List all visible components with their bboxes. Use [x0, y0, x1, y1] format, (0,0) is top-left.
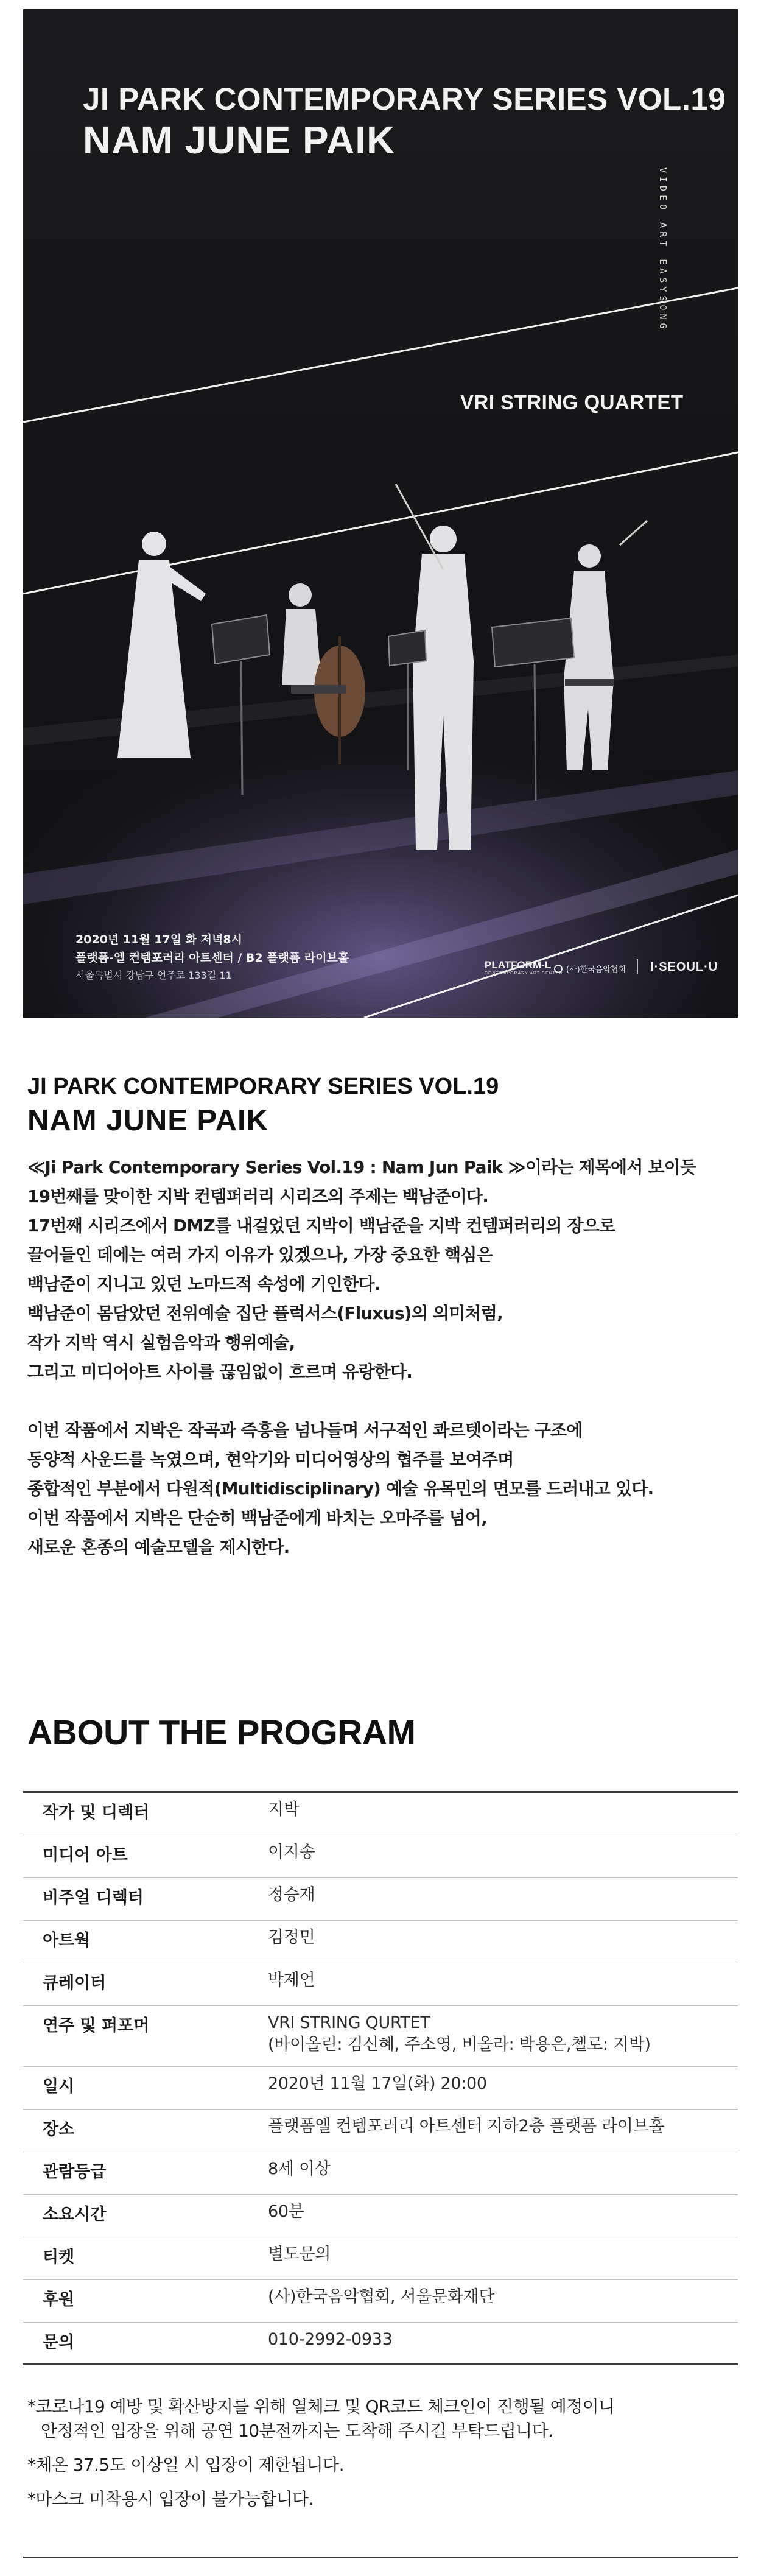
- row-label: 티켓: [43, 2248, 75, 2267]
- row-value: 이지송: [268, 1843, 315, 1862]
- table-row: [23, 2152, 738, 2195]
- intro-line: 그리고 미디어아트 사이를 끊임없이 흐르며 유랑한다.: [27, 1362, 413, 1382]
- intro-line: 종합적인 부분에서 다원적(Multidisciplinary) 예술 유목민의 면모를 드러내고 있다.: [27, 1479, 654, 1499]
- kma-emblem-icon: [554, 965, 563, 973]
- row-label: 아트웍: [43, 1931, 91, 1950]
- row-value: 별도문의: [268, 2245, 331, 2264]
- row-label: 작가 및 디렉터: [43, 1803, 150, 1822]
- table-row: [23, 1835, 738, 1878]
- poster-date: 2020년 11월 17일 화 저녁8시: [75, 933, 242, 946]
- row-value: 박제언: [268, 1971, 315, 1990]
- row-label: 큐레이터: [43, 1974, 107, 1993]
- program-info-table: [23, 1791, 738, 2365]
- platform-l-logo-sub: CONTEMPORARY ART CENTER: [485, 971, 563, 976]
- table-row: [23, 2067, 738, 2110]
- intro-line: 19번째를 맞이한 지박 컨템퍼러리 시리즈의 주제는 백남준이다.: [27, 1186, 489, 1206]
- intro-line: 새로운 혼종의 예술모델을 제시한다.: [27, 1537, 290, 1557]
- intro-line: 작가 지박 역시 실험음악과 행위예술,: [27, 1332, 295, 1353]
- notice-item: [27, 2395, 737, 2443]
- row-label: 관람등급: [43, 2163, 107, 2181]
- table-row: [23, 1921, 738, 1963]
- poster-series-title: JI PARK CONTEMPORARY SERIES VOL.19: [83, 82, 726, 116]
- kma-logo-text: (사)한국음악협회: [566, 965, 626, 974]
- notice-line: *코로나19 예방 및 확산방지를 위해 열체크 및 QR코드 체크인이 진행될 예정이니: [27, 2396, 615, 2416]
- poster-venue: 플랫폼-엘 컨템포러리 아트센터 / B2 플랫폼 라이브홀: [75, 951, 349, 965]
- about-program-heading: ABOUT THE PROGRAM: [27, 1713, 416, 1752]
- row-value: (사)한국음악협회, 서울문화재단: [268, 2287, 495, 2306]
- poster-address: 서울특별시 강남구 언주로 133길 11: [75, 970, 232, 981]
- row-label: 후원: [43, 2290, 75, 2309]
- intro-main-title: NAM JUNE PAIK: [27, 1104, 268, 1137]
- intro-line: 백남준이 몸담았던 전위예술 집단 플럭서스(Fluxus)의 의미처럼,: [27, 1303, 503, 1323]
- intro-description: [27, 1153, 734, 1562]
- notice-item: *마스크 미착용시 입장이 불가능합니다.: [27, 2489, 314, 2509]
- bottom-divider: [23, 2557, 738, 2558]
- i-seoul-u-logo: I·SEOUL·U: [650, 960, 718, 974]
- table-row: [23, 1793, 738, 1835]
- row-label: 미디어 아트: [43, 1846, 128, 1865]
- intro-series-title: JI PARK CONTEMPORARY SERIES VOL.19: [27, 1074, 499, 1099]
- row-value: 플랫폼엘 컨템포러리 아트센터 지하2층 플랫폼 라이브홀: [268, 2117, 665, 2136]
- logo-divider: [637, 959, 638, 974]
- poster-main-title: NAM JUNE PAIK: [83, 118, 396, 162]
- row-value: 60분: [268, 2202, 304, 2221]
- notice-item: *체온 37.5도 이상일 시 입장이 제한됩니다.: [27, 2455, 344, 2475]
- row-label: 문의: [43, 2333, 75, 2352]
- intro-line: ≪Ji Park Contemporary Series Vol.19 : Nam Jun Paik ≫이라는 제목에서 보이듯: [27, 1157, 696, 1177]
- row-label: 비주얼 디렉터: [43, 1888, 144, 1907]
- platform-l-logo: [485, 959, 563, 976]
- table-row: [23, 2110, 738, 2152]
- row-value: 2020년 11월 17일(화) 20:00: [268, 2074, 487, 2093]
- row-value: [268, 2006, 738, 2056]
- kma-logo: [554, 963, 626, 974]
- notice-list: [27, 2395, 737, 2521]
- row-label: 소요시간: [43, 2205, 107, 2224]
- row-label: 연주 및 퍼포머: [43, 2016, 150, 2035]
- intro-line: 동양적 사운드를 녹였으며, 현악기와 미디어영상의 협주를 보여주며: [27, 1449, 514, 1469]
- intro-line: 17번째 시리즈에서 DMZ를 내걸었던 지박이 백남준을 지박 컨템퍼러리의 장으로: [27, 1216, 615, 1236]
- table-row: [23, 2280, 738, 2323]
- poster-quartet-name: VRI STRING QUARTET: [460, 391, 684, 413]
- row-value-line: VRI STRING QURTET: [268, 2013, 430, 2032]
- row-value: 김정민: [268, 1928, 315, 1947]
- notice-line: 안정적인 입장을 위해 공연 10분전까지는 도착해 주시길 부탁드립니다.: [41, 2421, 553, 2441]
- intro-line: 이번 작품에서 지박은 작곡과 즉흥을 넘나들며 서구적인 콰르텟이라는 구조에: [27, 1420, 583, 1440]
- intro-line: 백남준이 지니고 있던 노마드적 속성에 기인한다.: [27, 1274, 380, 1294]
- row-label: 일시: [43, 2077, 75, 2096]
- row-label: 장소: [43, 2120, 75, 2139]
- table-row: [23, 2195, 738, 2237]
- concert-poster: [23, 9, 738, 1018]
- row-value: 지박: [268, 1800, 300, 1819]
- row-value: 정승재: [268, 1885, 315, 1904]
- table-row: [23, 1963, 738, 2006]
- row-value-line: (바이올린: 김신혜, 주소영, 비올라: 박용은,첼로: 지박): [268, 2035, 651, 2054]
- table-row: [23, 2323, 738, 2365]
- poster-vertical-text: VIDEO ART EASYSONG: [658, 167, 668, 333]
- table-row: [23, 2237, 738, 2280]
- platform-l-logo-text: PLATFORM-L: [485, 959, 552, 971]
- row-value: 010-2992-0933: [268, 2330, 393, 2349]
- row-value: 8세 이상: [268, 2159, 331, 2178]
- table-row: [23, 1878, 738, 1921]
- table-row: [23, 2006, 738, 2067]
- intro-line: 이번 작품에서 지박은 단순히 백남준에게 바치는 오마주를 넘어,: [27, 1508, 487, 1528]
- intro-line: 끌어들인 데에는 여러 가지 이유가 있겠으나, 가장 중요한 핵심은: [27, 1245, 493, 1265]
